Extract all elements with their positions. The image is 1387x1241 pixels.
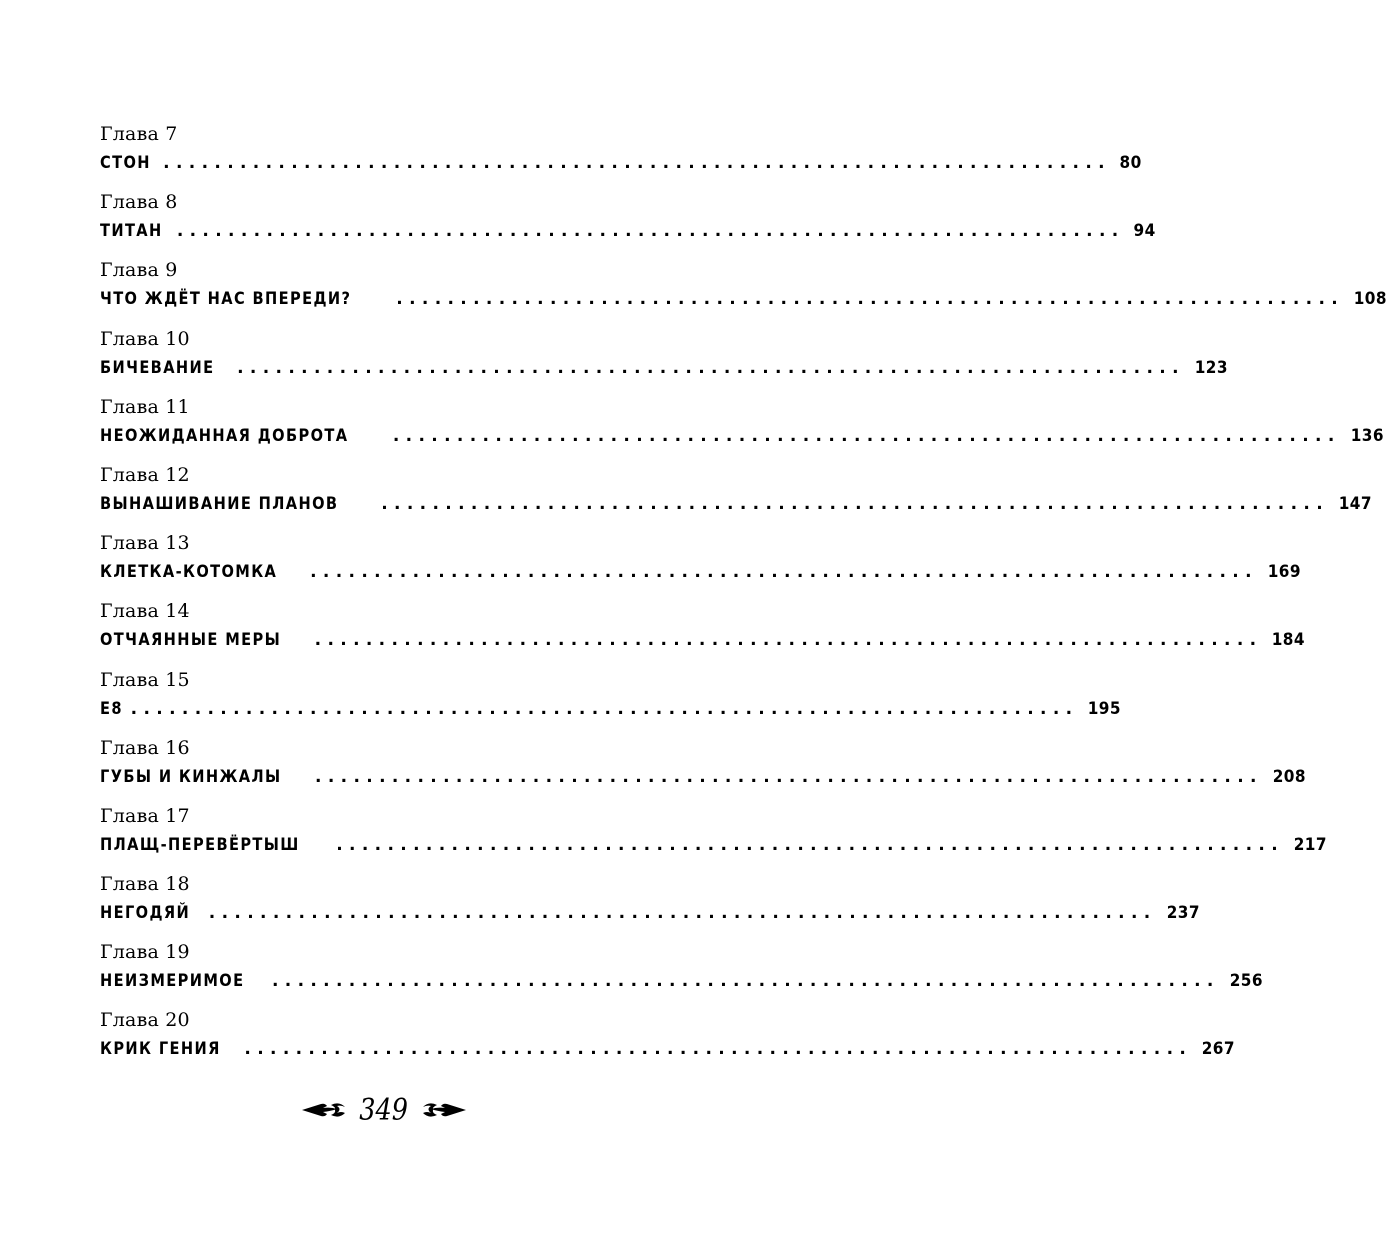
toc-entry[interactable] bbox=[100, 1008, 1236, 1076]
toc-title-row bbox=[100, 1034, 1236, 1064]
chapter-title: КЛЕТКА-КОТОМКА bbox=[100, 562, 278, 583]
chapter-title: КРИК ГЕНИЯ bbox=[100, 1039, 221, 1060]
chapter-title: ТИТАН bbox=[100, 221, 163, 242]
toc-entry[interactable] bbox=[100, 258, 1387, 326]
toc-entry[interactable] bbox=[100, 463, 1373, 531]
dot-leader: .......................................................................... bbox=[314, 630, 1263, 651]
chapter-number: Глава 9 bbox=[100, 259, 178, 282]
chapter-title: Е8 bbox=[100, 698, 123, 719]
dot-leader: .......................................................................... bbox=[392, 425, 1341, 446]
chapter-number: Глава 14 bbox=[100, 600, 190, 623]
table-of-contents bbox=[100, 122, 1387, 1077]
toc-title-row bbox=[100, 557, 1301, 587]
toc-title-row bbox=[100, 966, 1263, 996]
toc-entry[interactable] bbox=[100, 940, 1263, 1008]
toc-entry[interactable] bbox=[100, 395, 1384, 463]
chapter-title: НЕОЖИДАННАЯ ДОБРОТА bbox=[100, 425, 349, 446]
toc-entry[interactable] bbox=[100, 804, 1328, 872]
dot-leader: .......................................................................... bbox=[271, 971, 1220, 992]
chapter-number: Глава 19 bbox=[100, 941, 190, 964]
page-number: 208 bbox=[1272, 766, 1306, 787]
toc-entry[interactable] bbox=[100, 531, 1301, 599]
page-number: 217 bbox=[1293, 834, 1328, 855]
chapter-title: НЕГОДЯЙ bbox=[100, 903, 191, 924]
page-number: 136 bbox=[1350, 425, 1384, 446]
toc-title-row bbox=[100, 625, 1306, 655]
toc-title-row bbox=[100, 421, 1384, 451]
chapter-title: НЕИЗМЕРИМОЕ bbox=[100, 971, 245, 992]
toc-entry[interactable] bbox=[100, 327, 1228, 395]
chapter-number: Глава 18 bbox=[100, 873, 190, 896]
dot-leader: .......................................................................... bbox=[244, 1039, 1193, 1060]
dot-leader: .......................................................................... bbox=[310, 562, 1258, 583]
chapter-title: ОТЧАЯННЫЕ МЕРЫ bbox=[100, 630, 282, 651]
toc-title-row bbox=[100, 148, 1142, 178]
chapter-number: Глава 13 bbox=[100, 532, 190, 555]
toc-entry[interactable] bbox=[100, 599, 1306, 667]
chapter-number: Глава 7 bbox=[100, 123, 178, 145]
page-number: 256 bbox=[1229, 971, 1263, 992]
dot-leader: .......................................................................... bbox=[130, 698, 1079, 719]
chapter-number: Глава 10 bbox=[100, 327, 190, 350]
page-number: 267 bbox=[1201, 1039, 1236, 1060]
chapter-title: ПЛАЩ-ПЕРЕВЁРТЫШ bbox=[100, 834, 300, 855]
page-number: 184 bbox=[1272, 630, 1306, 651]
dot-leader: .......................................................................... bbox=[163, 153, 1111, 173]
toc-entry[interactable] bbox=[100, 190, 1156, 258]
chapter-number: Глава 16 bbox=[100, 736, 190, 759]
chapter-title: ЧТО ЖДЁТ НАС ВПЕРЕДИ? bbox=[100, 289, 352, 310]
toc-title-row bbox=[100, 694, 1122, 724]
toc-entry[interactable] bbox=[100, 736, 1306, 804]
chapter-title: СТОН bbox=[100, 153, 151, 173]
toc-entry[interactable] bbox=[100, 122, 1142, 190]
chapter-title: БИЧЕВАНИЕ bbox=[100, 357, 215, 378]
chapter-number: Глава 20 bbox=[100, 1009, 190, 1032]
chapter-title: ГУБЫ И КИНЖАЛЫ bbox=[100, 766, 282, 787]
toc-title-row bbox=[100, 216, 1156, 246]
toc-entry[interactable] bbox=[100, 668, 1122, 736]
toc-title-row bbox=[100, 284, 1387, 314]
chapter-title: ВЫНАШИВАНИЕ ПЛАНОВ bbox=[100, 493, 339, 514]
right-scroll-ornament-icon bbox=[421, 1099, 467, 1121]
chapter-number: Глава 15 bbox=[100, 668, 190, 691]
toc-title-row bbox=[100, 830, 1328, 860]
page-number: 108 bbox=[1353, 289, 1387, 310]
page-number: 147 bbox=[1338, 493, 1373, 514]
chapter-number: Глава 8 bbox=[100, 191, 178, 214]
page-folio bbox=[0, 1090, 768, 1130]
page-number: 80 bbox=[1119, 153, 1142, 173]
left-scroll-ornament-icon bbox=[301, 1099, 347, 1121]
chapter-number: Глава 12 bbox=[100, 463, 190, 486]
dot-leader: .......................................................................... bbox=[336, 834, 1285, 855]
page-number: 94 bbox=[1133, 221, 1156, 242]
dot-leader: .......................................................................... bbox=[396, 289, 1345, 310]
page-number-folio: 349 bbox=[359, 1092, 409, 1128]
page-number: 237 bbox=[1166, 903, 1200, 924]
toc-entry[interactable] bbox=[100, 872, 1200, 940]
toc-title-row bbox=[100, 489, 1373, 519]
dot-leader: .......................................................................... bbox=[315, 766, 1263, 787]
page-number: 195 bbox=[1088, 698, 1122, 719]
page-number: 169 bbox=[1267, 562, 1301, 583]
toc-title-row bbox=[100, 762, 1306, 792]
page-number: 123 bbox=[1194, 357, 1228, 378]
chapter-number: Глава 11 bbox=[100, 395, 190, 418]
toc-title-row bbox=[100, 353, 1228, 383]
chapter-number: Глава 17 bbox=[100, 804, 190, 827]
toc-title-row bbox=[100, 898, 1200, 928]
dot-leader: .......................................................................... bbox=[381, 493, 1330, 514]
dot-leader: .......................................................................... bbox=[176, 221, 1125, 242]
dot-leader: .......................................................................... bbox=[208, 903, 1157, 924]
dot-leader: .......................................................................... bbox=[237, 357, 1185, 378]
